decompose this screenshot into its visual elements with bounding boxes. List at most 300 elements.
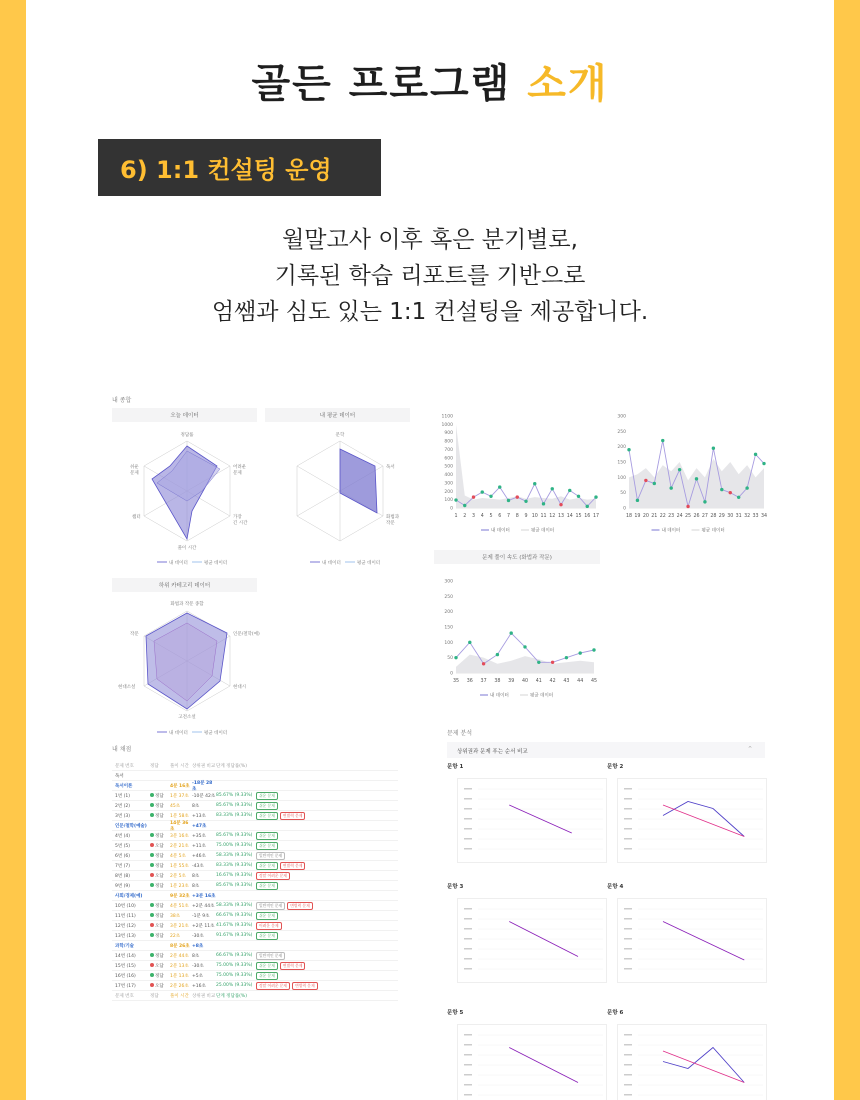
y-tick-stub [624, 808, 632, 810]
solve-time: 2분 44초 [170, 953, 189, 959]
problem-number: 7번 (7) [115, 863, 131, 869]
data-point [565, 656, 568, 659]
solve-time: 3분 21초 [170, 923, 189, 929]
y-tick-label: 100 [617, 475, 626, 481]
x-tick-label: 32 [744, 514, 751, 519]
y-tick-label: 1000 [441, 422, 453, 428]
title-highlight: 소개 [527, 61, 609, 107]
tag-cell [256, 962, 398, 970]
data-point [669, 486, 672, 489]
result-cell [150, 833, 170, 839]
data-point [507, 499, 510, 502]
correct-rate: 66.67% (9.33%) [216, 913, 253, 918]
result-text: 오답 [155, 983, 164, 989]
radar2-series-mine [340, 449, 377, 513]
y-tick-stub [624, 1054, 632, 1056]
y-tick-label: 150 [617, 460, 626, 466]
correct-rate: 58.33% (9.33%) [216, 903, 253, 908]
tag-cell [256, 912, 398, 920]
data-point [720, 488, 723, 491]
tag-cell [256, 852, 398, 860]
x-tick-label: 30 [727, 514, 734, 519]
result-cell [150, 913, 170, 919]
x-tick-label: 37 [480, 679, 487, 684]
table-row[interactable] [112, 951, 398, 961]
difficulty-badge[interactable]: 정말 어려운 문제 [256, 872, 290, 880]
y-tick-stub [464, 808, 472, 810]
intro-line-2: 기록된 학습 리포트를 기반으로 [274, 263, 586, 289]
correct-rate: 85.67% (9.33%) [216, 803, 253, 808]
tag-cell [256, 842, 398, 850]
result-text: 정답 [155, 933, 164, 939]
y-tick-stub [464, 928, 472, 930]
solve-time: 3분 16초 [170, 833, 189, 839]
x-tick-label: 14 [566, 514, 573, 519]
x-tick-label: 28 [710, 514, 717, 519]
group-time: 8분 26초 [170, 943, 190, 949]
tag-cell [256, 972, 398, 980]
y-tick-stub [464, 918, 472, 920]
correct-rate: 83.33% (9.33%) [216, 813, 253, 818]
y-tick-stub [464, 1044, 472, 1046]
compare-accordion[interactable] [447, 742, 765, 758]
chevron-up-icon[interactable]: ⌃ [747, 745, 753, 753]
x-tick-label: 3 [471, 514, 476, 519]
problem-number: 2번 (2) [115, 803, 131, 809]
result-text: 정답 [155, 793, 164, 799]
question-label: 문항 4 [607, 884, 624, 890]
result-text: 정답 [155, 903, 164, 909]
difficulty-badge[interactable]: 쉬운 문제 [256, 812, 278, 820]
y-tick-stub [624, 838, 632, 840]
x-tick-label: 5 [489, 514, 493, 519]
status-dot-icon [150, 813, 154, 817]
difficulty-badge[interactable]: 일반적인 문제 [256, 902, 285, 910]
difficulty-badge[interactable]: 일반적인 문제 [256, 852, 285, 860]
x-tick-label: 27 [701, 514, 708, 519]
solve-time: 38초 [170, 913, 181, 919]
result-cell [150, 853, 170, 859]
y-tick-stub [624, 828, 632, 830]
table-row[interactable] [112, 861, 398, 871]
y-tick-label: 100 [444, 498, 453, 504]
data-point [472, 495, 475, 498]
y-tick-stub [624, 1094, 632, 1096]
svg-text:문제: 문제 [233, 471, 242, 476]
y-tick-stub [464, 1064, 472, 1066]
y-tick-stub [464, 908, 472, 910]
solve-time: 22초 [170, 933, 181, 939]
question-label: 문항 2 [607, 764, 624, 770]
data-point [523, 645, 526, 648]
y-tick-stub [464, 938, 472, 940]
y-tick-label: 50 [447, 656, 453, 662]
x-tick-label: 10 [531, 514, 538, 519]
data-point [754, 453, 757, 456]
table-row[interactable] [112, 831, 398, 841]
y-tick-stub [464, 1094, 472, 1096]
table-row[interactable] [112, 931, 398, 941]
problem-number: 8번 (8) [115, 873, 131, 879]
x-tick-label: 25 [685, 514, 692, 519]
x-tick-label: 22 [659, 514, 666, 519]
status-dot-icon [150, 843, 154, 847]
difficulty-badge[interactable]: 쉬운 문제 [256, 932, 278, 940]
y-tick-stub [464, 968, 472, 970]
table-row[interactable] [112, 911, 398, 921]
radar3-label-0: 화법과 작문 종합 [170, 602, 204, 607]
report-panel [112, 393, 412, 743]
problem-number: 10번 (10) [115, 903, 136, 909]
y-tick-stub [464, 1054, 472, 1056]
line-chart-1 [432, 410, 602, 538]
x-tick-label: 26 [693, 514, 700, 519]
radar-chart-avg [265, 421, 415, 571]
legend-label-avg: 평균 데이터 [531, 528, 555, 534]
correct-rate: 66.67% (9.33%) [216, 953, 253, 958]
result-cell [150, 903, 170, 909]
footer-header-cell: 상위권 비교 [192, 993, 216, 999]
x-tick-label: 34 [760, 514, 768, 519]
top-compare: +2분 11초 [192, 923, 215, 929]
result-cell [150, 953, 170, 959]
y-tick-stub [464, 1074, 472, 1076]
y-tick-stub [624, 1034, 632, 1036]
table-group-row [112, 821, 398, 831]
status-dot-icon [150, 853, 154, 857]
status-dot-icon [150, 913, 154, 917]
panel-sub-title: 하위 카테고리 데이터 [112, 578, 257, 592]
radar2-label-2: 화법과 [386, 515, 400, 520]
difficulty-badge[interactable]: 쉬운 문제 [256, 962, 278, 970]
y-tick-stub [624, 948, 632, 950]
result-text: 정답 [155, 803, 164, 809]
data-point [712, 447, 715, 450]
status-dot-icon [150, 973, 154, 977]
intro-line-3: 엄쌤과 심도 있는 1:1 컨설팅을 제공합니다. [211, 299, 649, 325]
status-dot-icon [150, 873, 154, 877]
top-compare: 8초 [192, 873, 200, 879]
svg-text:문제: 문제 [130, 471, 139, 476]
y-tick-stub [624, 918, 632, 920]
y-tick-stub [624, 1064, 632, 1066]
difficulty-badge[interactable]: 쉬운 문제 [256, 972, 278, 980]
tag-cell [256, 882, 398, 890]
y-tick-label: 150 [444, 625, 453, 631]
legend-avg: 평균 데이터 [204, 561, 228, 566]
data-point [577, 495, 580, 498]
x-tick-label: 20 [642, 514, 649, 519]
line-chart-2 [605, 410, 770, 538]
correct-rate: 91.67% (9.33%) [216, 933, 253, 938]
top-compare: +35초 [192, 833, 206, 839]
correct-rate: 85.67% (9.33%) [216, 883, 253, 888]
y-tick-label: 50 [620, 491, 626, 497]
table-row[interactable] [112, 901, 398, 911]
tag-cell [256, 832, 398, 840]
tag-cell [256, 932, 398, 940]
question-order-chart [617, 1024, 767, 1100]
y-tick-stub [624, 1044, 632, 1046]
difficulty-badge[interactable]: 쉬운 문제 [256, 882, 278, 890]
tag-cell [256, 922, 398, 930]
y-tick-stub [464, 788, 472, 790]
top-compare: -30초 [192, 963, 204, 969]
result-text: 정답 [155, 863, 164, 869]
data-point [551, 661, 554, 664]
radar3-label-3: 고전소설 [178, 715, 196, 720]
top-compare: +46초 [192, 853, 206, 859]
result-cell [150, 983, 170, 989]
tag-cell [256, 812, 398, 820]
result-text: 정답 [155, 833, 164, 839]
solve-time: 4분 51초 [170, 903, 189, 909]
question-order-chart [617, 778, 767, 863]
y-tick-stub [624, 958, 632, 960]
y-tick-stub [624, 938, 632, 940]
data-point [551, 487, 554, 490]
x-tick-label: 40 [521, 679, 529, 684]
difficulty-badge[interactable]: 변별력 문제 [280, 812, 306, 820]
title-main: 골든 프로그램 [251, 61, 528, 107]
table-row[interactable] [112, 801, 398, 811]
data-point [559, 503, 562, 506]
result-text: 정답 [155, 973, 164, 979]
x-tick-label: 4 [480, 514, 484, 519]
group-compare: -18분 28초 [192, 780, 213, 792]
question-label: 문항 6 [607, 1010, 624, 1016]
difficulty-badge[interactable]: 쉬운 문제 [256, 802, 278, 810]
radar2-label-1: 독서 [386, 465, 395, 470]
table-group-row [112, 941, 398, 951]
order-series-line [663, 805, 744, 837]
top-compare: 8초 [192, 953, 200, 959]
result-text: 오답 [155, 923, 164, 929]
status-dot-icon [150, 903, 154, 907]
group-time: 14분 36초 [170, 820, 189, 832]
data-point [592, 648, 595, 651]
difficulty-badge[interactable]: 어려운 문제 [256, 922, 282, 930]
question-order-chart [457, 778, 607, 863]
table-row[interactable] [112, 881, 398, 891]
report-title: 내 종합 [112, 397, 132, 404]
legend-label-mine: 내 데이터 [491, 528, 510, 534]
data-point [498, 485, 501, 488]
y-tick-label: 300 [444, 579, 453, 585]
top-compare: +2분 44초 [192, 903, 215, 909]
x-tick-label: 9 [524, 514, 528, 519]
problem-number: 4번 (4) [115, 833, 131, 839]
top-compare: -10분 42초 [192, 793, 216, 799]
x-tick-label: 41 [535, 679, 542, 684]
data-point [729, 491, 732, 494]
result-cell [150, 813, 170, 819]
y-tick-label: 800 [444, 439, 453, 445]
y-tick-stub [624, 848, 632, 850]
correct-rate: 75.00% (9.33%) [216, 973, 253, 978]
correct-rate: 83.33% (9.33%) [216, 863, 253, 868]
difficulty-badge[interactable]: 쉬운 문제 [256, 842, 278, 850]
difficulty-badge[interactable]: 쉬운 문제 [256, 862, 278, 870]
status-dot-icon [150, 883, 154, 887]
radar3-label-1: 인문/철학(예) [233, 632, 260, 637]
data-point [468, 641, 471, 644]
table-row[interactable] [112, 921, 398, 931]
data-point [481, 490, 484, 493]
data-point [627, 448, 630, 451]
x-tick-label: 11 [540, 514, 547, 519]
correct-rate: 75.00% (9.33%) [216, 843, 253, 848]
x-tick-label: 1 [454, 514, 458, 519]
difficulty-badge[interactable]: 쉬운 문제 [256, 912, 278, 920]
tag-cell [256, 792, 398, 800]
y-tick-stub [624, 1084, 632, 1086]
x-tick-label: 15 [575, 514, 582, 519]
table-footer [112, 991, 398, 1001]
data-point [678, 468, 681, 471]
difficulty-badge[interactable]: 변별력 문제 [280, 862, 306, 870]
x-tick-label: 45 [590, 679, 598, 684]
y-tick-label: 900 [444, 431, 453, 437]
radar1-label-0: 정답률 [180, 433, 194, 438]
y-tick-label: 400 [444, 473, 453, 479]
tag-cell [256, 802, 398, 810]
group-name: 인문/철학(예술) [115, 823, 147, 829]
y-tick-label: 200 [444, 489, 453, 495]
difficulty-badge[interactable]: 변별력 문제 [292, 982, 318, 990]
data-point [568, 489, 571, 492]
correct-rate: 85.67% (9.33%) [216, 793, 253, 798]
result-text: 오답 [155, 963, 164, 969]
top-compare: +11초 [192, 843, 206, 849]
problem-number: 14번 (14) [115, 953, 136, 959]
svg-text:작문: 작문 [386, 521, 395, 526]
problem-number: 3번 (3) [115, 813, 131, 819]
y-tick-label: 200 [617, 445, 626, 451]
x-tick-label: 24 [676, 514, 683, 519]
data-point [695, 477, 698, 480]
data-point [510, 631, 513, 634]
difficulty-badge[interactable]: 변별력 문제 [287, 902, 313, 910]
table-title: 내 채점 [112, 746, 132, 753]
group-compare: +47초 [192, 823, 207, 829]
data-point [644, 479, 647, 482]
y-tick-stub [624, 788, 632, 790]
difficulty-badge[interactable]: 쉬운 문제 [256, 792, 278, 800]
y-tick-stub [624, 1074, 632, 1076]
table-group-row [112, 891, 398, 901]
group-time: 4분 16초 [170, 783, 190, 789]
data-point [454, 498, 457, 501]
problem-number: 13번 (13) [115, 933, 136, 939]
y-tick-stub [464, 818, 472, 820]
footer-header-cell: 정답 [150, 993, 159, 999]
table-row[interactable] [112, 871, 398, 881]
table-row[interactable] [112, 961, 398, 971]
data-point [579, 651, 582, 654]
y-tick-label: 0 [623, 506, 626, 512]
status-dot-icon [150, 983, 154, 987]
result-text: 오답 [155, 873, 164, 879]
group-compare: +3분 16초 [192, 893, 216, 899]
x-tick-label: 42 [549, 679, 556, 684]
solve-time: 2분 26초 [170, 983, 189, 989]
y-tick-stub [464, 828, 472, 830]
difficulty-badge[interactable]: 변별력 문제 [280, 962, 306, 970]
result-text: 정답 [155, 953, 164, 959]
solve-time: 2분 21초 [170, 843, 189, 849]
radar3-label-4: 현대소설 [118, 685, 136, 690]
top-compare: -30초 [192, 933, 204, 939]
y-tick-stub [624, 928, 632, 930]
problem-number: 1번 (1) [115, 793, 131, 799]
result-cell [150, 803, 170, 809]
difficulty-badge[interactable]: 일반적인 문제 [256, 952, 285, 960]
data-point [594, 495, 597, 498]
footer-header-cell: 문제 번호 [115, 993, 134, 999]
radar2-legend-avg: 평균 데이터 [357, 561, 381, 566]
result-cell [150, 793, 170, 799]
status-dot-icon [150, 793, 154, 797]
solve-time: 1분 13초 [170, 973, 189, 979]
group-compare: +8초 [192, 943, 204, 949]
avg-series-area [456, 655, 594, 673]
data-point [463, 504, 466, 507]
table-header: 문제 번호 정답 풀이 시간 상위권 비교 단계 정답률(%) [112, 761, 398, 771]
x-tick-label: 2 [463, 514, 467, 519]
correct-rate: 58.33% (9.33%) [216, 853, 253, 858]
y-tick-stub [464, 948, 472, 950]
problem-number: 12번 (12) [115, 923, 136, 929]
result-cell [150, 883, 170, 889]
difficulty-badge[interactable]: 정말 어려운 문제 [256, 982, 290, 990]
table-body [112, 781, 398, 1001]
table-row[interactable] [112, 981, 398, 991]
result-cell [150, 843, 170, 849]
intro-line-1: 월말고사 이후 혹은 분기별로, [282, 227, 578, 253]
table-row[interactable] [112, 791, 398, 801]
data-point [482, 662, 485, 665]
result-text: 정답 [155, 913, 164, 919]
y-tick-stub [624, 968, 632, 970]
x-tick-label: 31 [735, 514, 742, 519]
table-row[interactable] [112, 971, 398, 981]
top-compare: 8초 [192, 883, 200, 889]
data-point [524, 500, 527, 503]
difficulty-badge[interactable]: 쉬운 문제 [256, 832, 278, 840]
status-dot-icon [150, 833, 154, 837]
status-dot-icon [150, 933, 154, 937]
y-tick-stub [464, 798, 472, 800]
table-row[interactable] [112, 841, 398, 851]
y-tick-label: 500 [444, 464, 453, 470]
x-tick-label: 29 [718, 514, 725, 519]
x-tick-label: 36 [466, 679, 473, 684]
data-point [489, 495, 492, 498]
tag-cell [256, 902, 398, 910]
problem-number: 17번 (17) [115, 983, 136, 989]
panel-today-title: 오늘 데이터 [112, 408, 257, 422]
table-row[interactable] [112, 851, 398, 861]
intro-text [0, 222, 860, 330]
data-point [496, 653, 499, 656]
y-tick-label: 700 [444, 447, 453, 453]
legend-label-mine: 내 데이터 [490, 693, 509, 699]
y-tick-label: 100 [444, 640, 453, 646]
x-tick-label: 6 [498, 514, 502, 519]
table-row[interactable] [112, 811, 398, 821]
radar3-label-2: 현대시 [233, 685, 247, 690]
